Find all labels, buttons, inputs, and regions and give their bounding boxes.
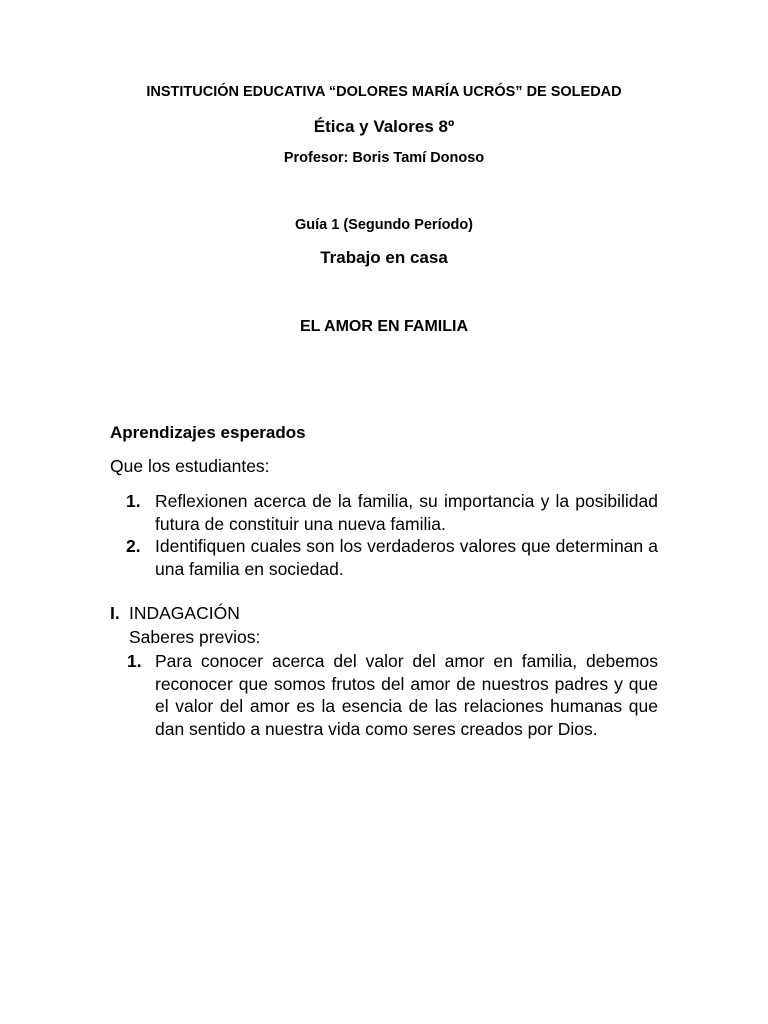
institution-name: INSTITUCIÓN EDUCATIVA “DOLORES MARÍA UCRÓS” DE SOLEDAD [146, 84, 622, 100]
list-item-text: Reflexionen acerca de la familia, su importancia y la posibilidad futura de constituir una nueva familia. [155, 491, 658, 534]
list-item [110, 535, 658, 580]
list-item-number: 1. [127, 651, 142, 671]
work-mode: Trabajo en casa [320, 248, 448, 267]
section-subtitle: Saberes previos: [129, 627, 261, 647]
subject-title: Ética y Valores 8º [313, 117, 455, 136]
prior-knowledge-list [129, 650, 658, 740]
outcomes-heading: Aprendizajes esperados [110, 423, 306, 442]
list-item-text: Identifiquen cuales son los verdaderos valores que determinan a una familia en sociedad. [155, 536, 658, 579]
list-item [129, 650, 658, 740]
list-item [110, 490, 658, 535]
section-heading [110, 603, 240, 624]
outcomes-list [110, 490, 658, 580]
section-title: INDAGACIÓN [129, 603, 240, 623]
outcomes-intro: Que los estudiantes: [110, 456, 270, 476]
topic-title: EL AMOR EN FAMILIA [300, 318, 468, 335]
teacher-name: Profesor: Boris Tamí Donoso [283, 150, 485, 166]
section-number: I. [110, 603, 120, 623]
list-item-number: 1. [126, 491, 141, 511]
guide-title: Guía 1 (Segundo Período) [294, 217, 474, 233]
list-item-number: 2. [126, 536, 141, 556]
list-item-text: Para conocer acerca del valor del amor en familia, debemos reconocer que somos frutos del amor de nuestros padres y que el valor del amor es la esencia de las relaciones humanas que dan sentido a nuestra vida como seres creados por Dios. [155, 651, 658, 739]
